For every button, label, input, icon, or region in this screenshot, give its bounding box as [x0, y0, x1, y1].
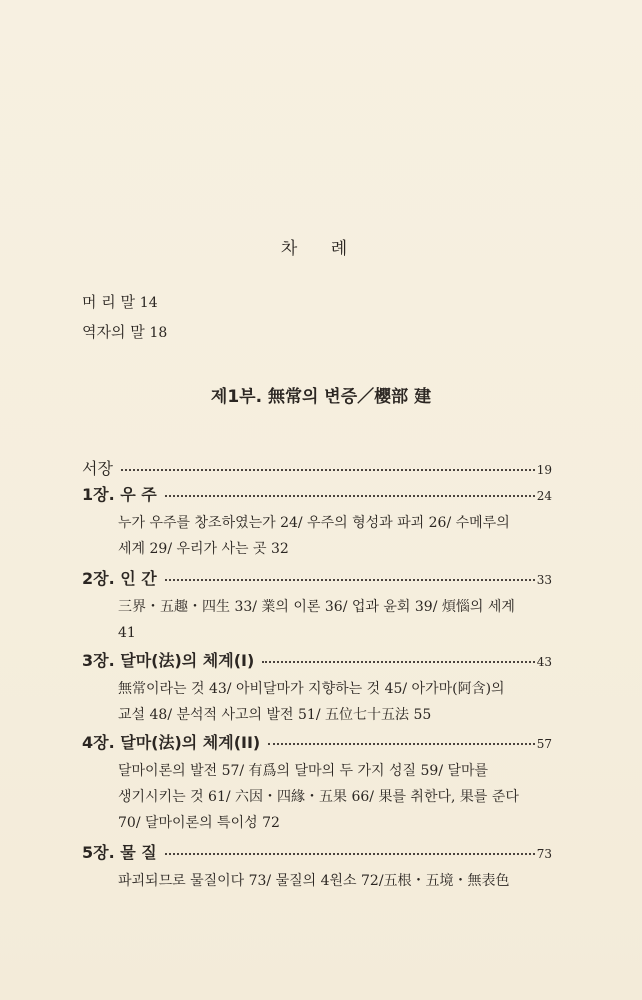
bleed-through-text	[92, 150, 552, 176]
sub-line: 교설 48/ 분석적 사고의 발전 51/ 五位七十五法 55	[118, 707, 432, 723]
entry-label: 2장. 인 간	[82, 569, 157, 588]
toc-entry-prologue	[82, 456, 552, 479]
toc-entry-chapter-4	[82, 730, 552, 753]
sub-line: 41	[118, 625, 136, 641]
entry-label: 1장. 우 주	[82, 485, 157, 504]
leader-dots	[165, 495, 535, 497]
entry-label: 4장. 달마(法)의 체계(II)	[82, 733, 261, 752]
toc-entry-chapter-5	[82, 840, 552, 863]
entry-page: 19	[536, 463, 552, 477]
sub-line: 생기시키는 것 61/ 六因・四緣・五果 66/ 果를 취한다, 果를 준다	[118, 789, 519, 805]
sub-line: 70/ 달마이론의 특이성 72	[118, 815, 280, 831]
toc-entry-chapter-3	[82, 648, 552, 671]
entry-page: 73	[536, 847, 552, 861]
entry-page: 33	[536, 573, 552, 587]
intro-label: 역자의 말	[82, 323, 145, 341]
toc-title: 차 례	[280, 239, 362, 259]
entry-page: 57	[536, 737, 552, 751]
intro-item-translator-note	[82, 322, 167, 343]
intro-page: 14	[139, 295, 158, 311]
entry-label: 3장. 달마(法)의 체계(I)	[82, 651, 255, 670]
leader-dots	[165, 579, 535, 581]
leader-dots	[121, 469, 535, 471]
toc-entry-chapter-1	[82, 482, 552, 505]
sub-line: 세계 29/ 우리가 사는 곳 32	[118, 541, 289, 557]
entry-page: 24	[536, 489, 552, 503]
intro-label: 머 리 말	[82, 293, 136, 311]
sub-line: 누가 우주를 창조하였는가 24/ 우주의 형성과 파괴 26/ 수메루의	[118, 515, 510, 531]
leader-dots	[262, 661, 534, 663]
sub-line: 달마이론의 발전 57/ 有爲의 달마의 두 가지 성질 59/ 달마를	[118, 763, 489, 779]
intro-item-preface	[82, 292, 158, 313]
leader-dots	[268, 743, 534, 745]
sub-line: 파괴되므로 물질이다 73/ 물질의 4원소 72/五根・五境・無表色	[118, 873, 510, 889]
sub-line: 無常이라는 것 43/ 아비달마가 지향하는 것 45/ 아가마(阿含)의	[118, 681, 505, 697]
entry-page: 43	[536, 655, 552, 669]
sub-line: 三界・五趣・四生 33/ 業의 이론 36/ 업과 윤회 39/ 煩惱의 세계	[118, 599, 515, 615]
toc-entry-chapter-2	[82, 566, 552, 589]
entry-label: 5장. 물 질	[82, 843, 157, 862]
intro-page: 18	[149, 325, 168, 341]
leader-dots	[165, 853, 535, 855]
entry-label: 서장	[82, 459, 113, 478]
part-title: 제1부. 無常의 변증／櫻部 建	[210, 387, 432, 407]
